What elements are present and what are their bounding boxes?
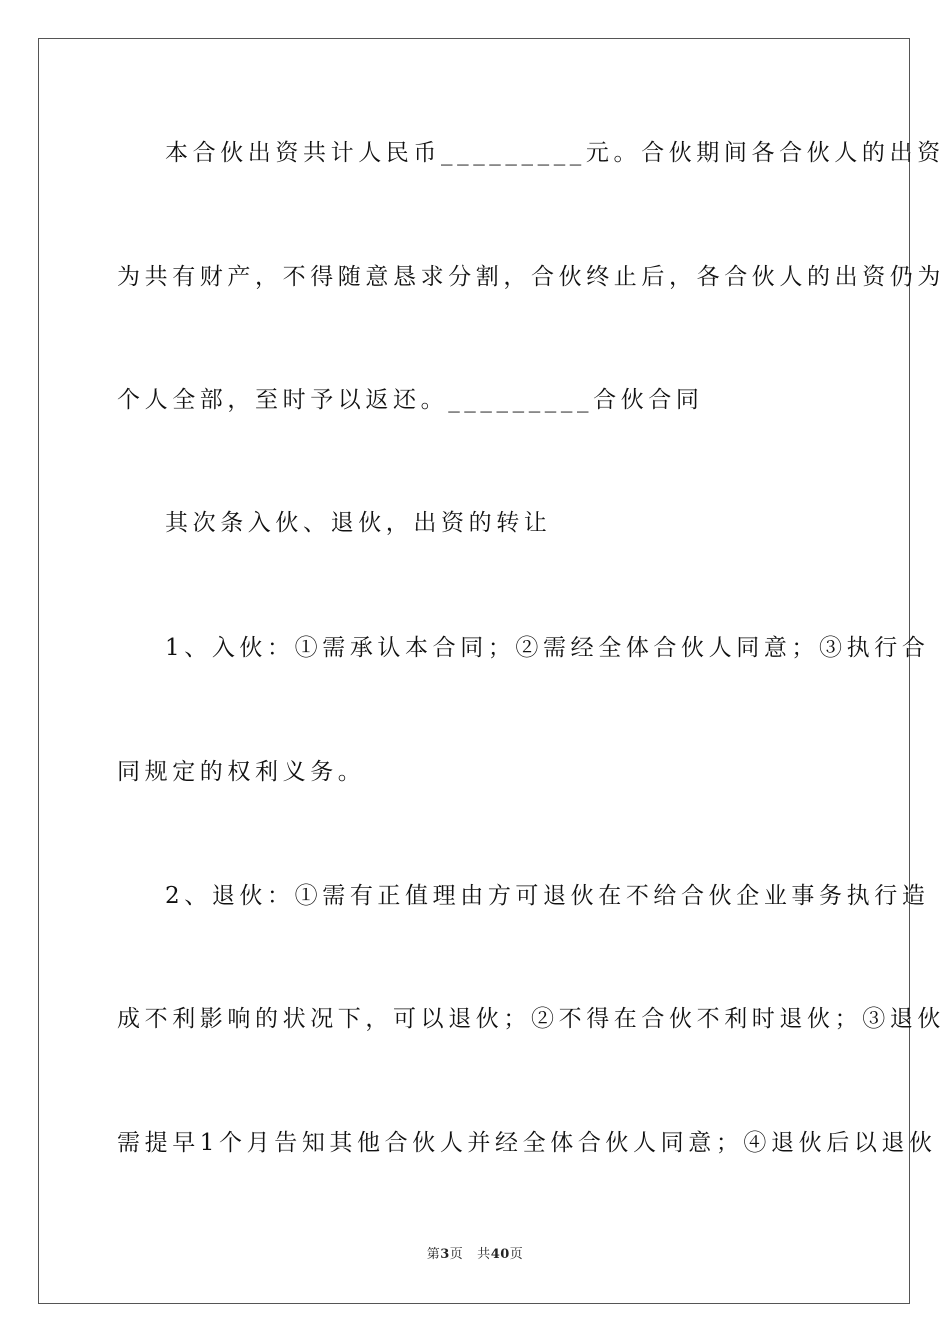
clause-joining-line-1: 1、入伙：①需承认本合同；②需经全体合伙人同意；③执行合 [165,635,930,661]
clause-withdrawal-line-3: 需提早1个月告知其他合伙人并经全体合伙人同意；④退伙后以退伙 [117,1130,937,1156]
footer-page-prefix: 第 [426,1247,441,1262]
page-footer [0,1247,950,1263]
footer-page-current: 3 [440,1247,450,1262]
article-heading: 其次条入伙、退伙，出资的转让 [165,510,552,536]
footer-page-total: 40 [490,1247,510,1262]
paragraph-line-3: 个人全部，至时予以返还。_________合伙合同 [117,387,704,413]
paragraph-line-1: 本合伙出资共计人民币_________元。合伙期间各合伙人的出资 [165,140,945,166]
clause-joining-line-2: 同规定的权利义务。 [117,759,366,785]
clause-withdrawal-line-1: 2、退伙：①需有正值理由方可退伙在不给合伙企业事务执行造 [165,883,930,909]
footer-total-prefix: 共 [477,1247,491,1262]
paragraph-line-2: 为共有财产，不得随意恳求分割，合伙终止后，各合伙人的出资仍为 [117,264,945,290]
clause-withdrawal-line-2: 成不利影响的状况下，可以退伙；②不得在合伙不利时退伙；③退伙 [117,1006,945,1032]
page-border [38,38,945,1304]
footer-page-suffix: 页 [449,1247,464,1262]
footer-total-suffix: 页 [509,1247,524,1262]
